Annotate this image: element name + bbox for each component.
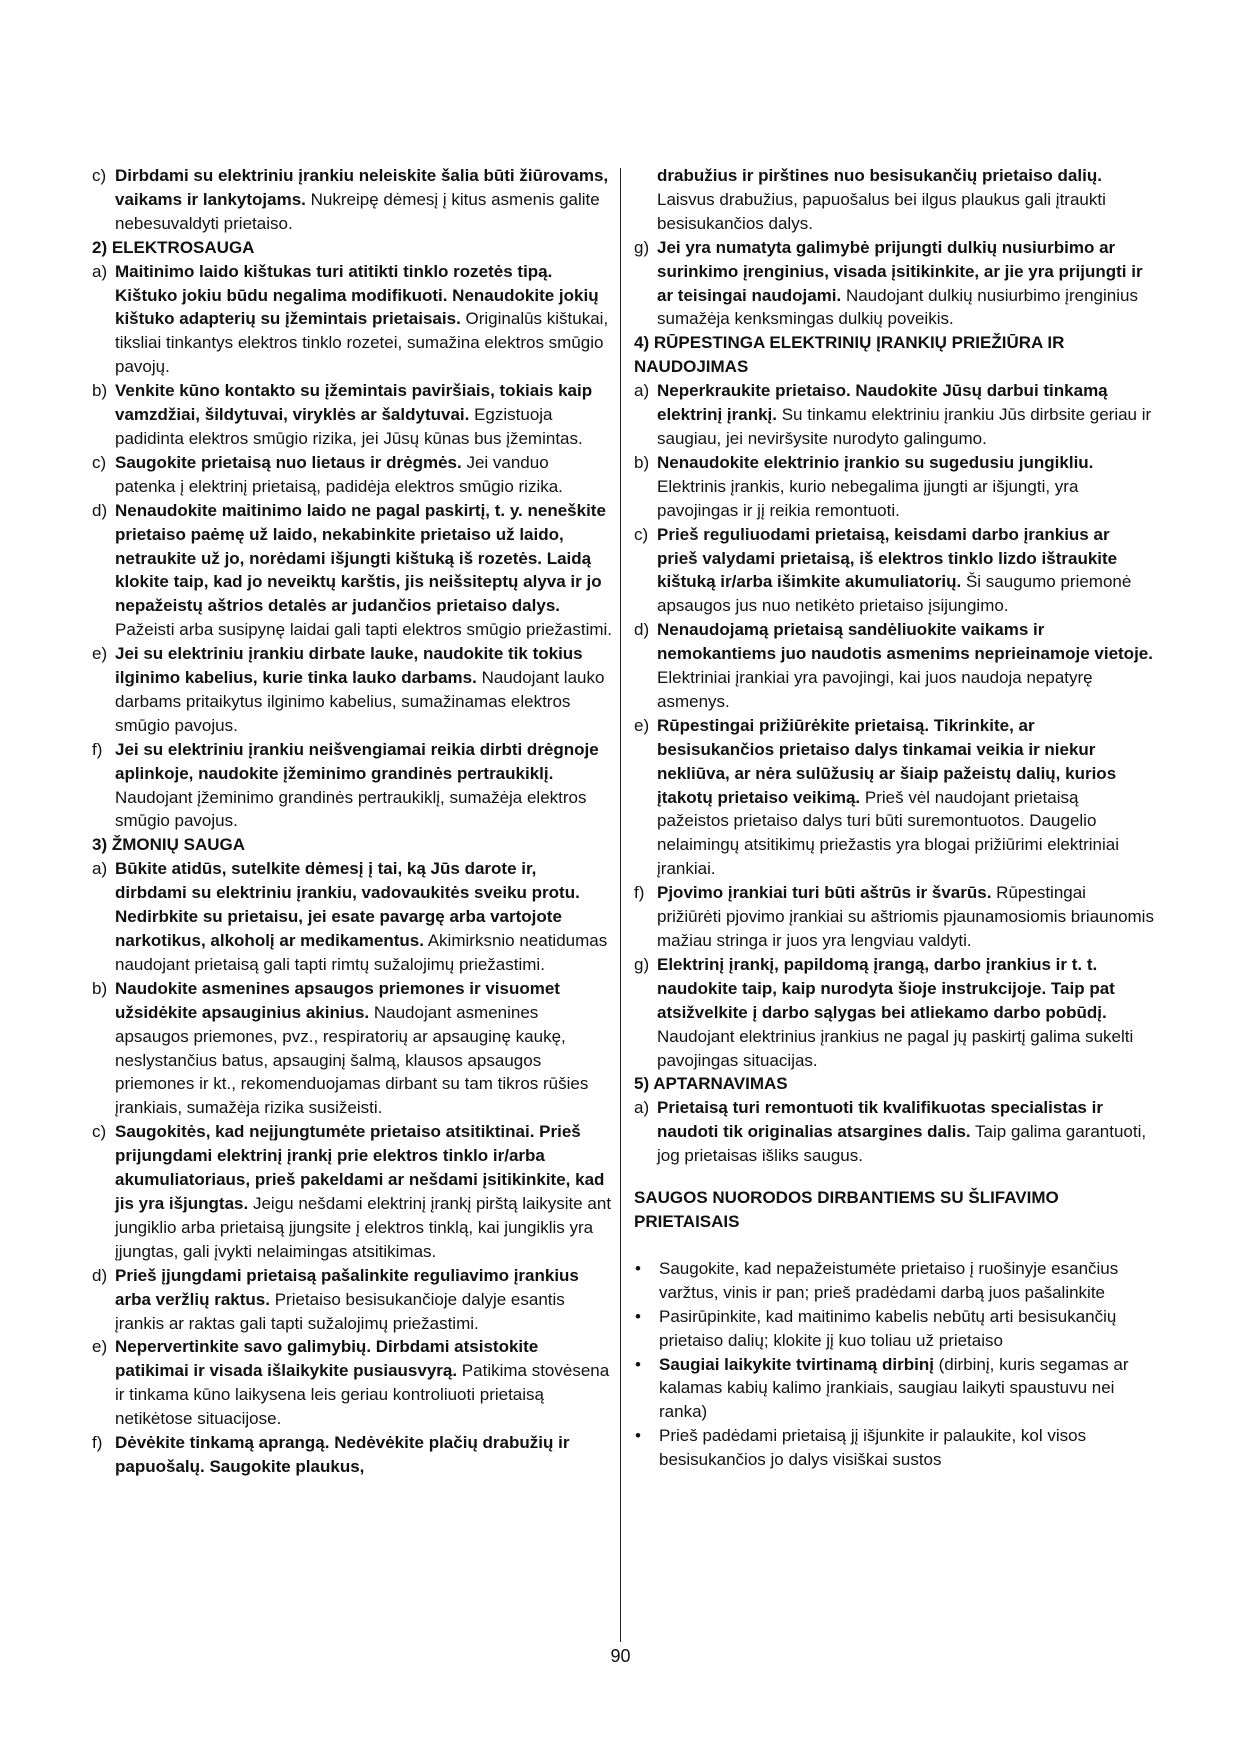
item-c-unintended-start: c) Saugokitės, kad neįjungtumėte prietaiso atsitiktinai. Prieš prijungdami elektrinį įrankį prie elektros tinklo ir/arba akumuliatoriaus, prieš pakeldami ar nešdami įsitikinkite, kad jis yra išjungtas. Jeigu nešdami elektrinį įrankį pirštą laikysite ant jungiklio arba prietaisą įjungsite į elektros tinklą, kai jungiklis yra įjungtas, gali įvykti nelaimingas atsitikimas. (92, 1122, 612, 1261)
section-heading-tool-care: 4) RŪPESTINGA ELEKTRINIŲ ĮRANKIŲ PRIEŽIŪRA IR NAUDOJIMAS (634, 333, 1065, 377)
section-heading-electrical-safety: 2) ELEKTROSAUGA (92, 237, 255, 257)
item-f-sharp-tools: f) Pjovimo įrankiai turi būti aštrūs ir švarūs. Rūpestingai prižiūrėti pjovimo įrankiai su aštriomis pjaunamosiomis briaunomis mažiau stringa ir juos yra lengviau valdyti. (634, 883, 1154, 950)
item-a-plug: a) Maitinimo laido kištukas turi atitikti tinklo rozetės tipą. Kištuko jokiu būdu negalima modifikuoti. Nenaudokite jokių kištuko adapterių su įžemintais prietaisais. Originalūs kištukai, tiksliai tinkantys elektros tinklo rozetei, sumažina elektros smūgio pavojų. (92, 261, 609, 377)
item-a-qualified-repair: a) Prietaisą turi remontuoti tik kvalifikuotas specialistas ir naudoti tik originalias atsargines dalis. Taip galima garantuoti, jog prietaisas išliks saugus. (634, 1098, 1147, 1166)
item-a-alert: a) Būkite atidūs, sutelkite dėmesį į tai, ką Jūs darote ir, dirbdami su elektriniu įrankiu, vadovaukitės sveiku protu. Nedirbkite su prietaisu, jei esate pavargę arba vartojote narkotikus, alkoholį ar medikamentus. Akimirksnio neatidumas naudojant prietaisą gali tapti rimtų sužalojimų priežastimi. (92, 859, 608, 974)
item-c-disconnect-before-adjusting: c) Prieš reguliuodami prietaisą, keisdami darbo įrankius ar prieš valydami prietaisą, iš elektros tinklo lizdo ištraukite kištuką ir/arba išimkite akumuliatorių. Ši saugumo priemonė apsaugos jus nuo netikėto prietaiso įsijungimo. (634, 524, 1132, 616)
item-e-footing: e) Nepervertinkite savo galimybių. Dirbdami atsistokite patikimai ir visada išlaikykite pusiausvyrą. Patikima stovėsena ir tinkama kūno laikysena leis geriau kontroliuoti prietaisą netikėtose situacijose. (92, 1337, 610, 1429)
bullet-item: • Saugokite, kad nepažeistumėte prietaiso į ruošinyje esančius varžtus, vinis ir pan; prieš pradėdami darbą juos pašalinkite (635, 1258, 1119, 1302)
item-b-faulty-switch: b) Nenaudokite elektrinio įrankio su sugedusiu jungikliu. Elektrinis įrankis, kurio nebegalima įjungti ar išjungti, yra pavojingas ir jį reikia remontuoti. (634, 452, 1094, 520)
right-column (634, 164, 1154, 1472)
page-number: 90 (610, 1646, 631, 1666)
column-divider (620, 168, 621, 1642)
bullet-icon: • (635, 1354, 641, 1374)
item-g-dust-extraction: g) Jei yra numatyta galimybė prijungti dulkių nusiurbimo ar surinkimo įrenginius, visada įsitikinkite, ar jie yra prijungti ir ar teisingai naudojami. Naudojant dulkių nusiurbimo įrenginius sumažėja kenksmingas dulkių poveikis. (634, 237, 1143, 329)
bullet-icon: • (635, 1258, 641, 1278)
section-heading-personal-safety: 3) ŽMONIŲ SAUGA (92, 835, 245, 855)
item-c-rain: c) Saugokite prietaisą nuo lietaus ir drėgmės. Jei vanduo patenka į elektrinį prietaisą, padidėja elektros smūgio rizika. (92, 452, 563, 496)
item-e-outdoor: e) Jei su elektriniu įrankiu dirbate lauke, naudokite tik tokius ilginimo kabelius, kurie tinka lauko darbams. Naudojant lauko darbams pritaikytus ilginimo kabelius, sumažinamas elektros smūgio pavojus. (92, 644, 605, 735)
item-f-clothing-continued: drabužius ir pirštines nuo besisukančių prietaiso dalių. Laisvus drabužius, papuošalus bei ilgus plaukus gali įtraukti besisukančios dalys. (657, 166, 1106, 233)
item-b-grounded-surfaces: b) Venkite kūno kontakto su įžemintais paviršiais, tokiais kaip vamzdžiai, šildytuvai, viryklės ar šaldytuvai. Egzistuoja padidinta elektros smūgio rizika, jei Jūsų kūnas bus įžemintas. (92, 381, 593, 448)
item-a-do-not-overload: a) Neperkraukite prietaiso. Naudokite Jūsų darbui tinkamą elektrinį įrankį. Su tinkamu elektriniu įrankiu Jūs dirbsite geriau ir saugiau, jei neviršysite nurodyto galingumo. (634, 381, 1152, 448)
grinding-safety-heading: SAUGOS NUORODOS DIRBANTIEMS SU ŠLIFAVIMO PRIETAISAIS (634, 1188, 1059, 1231)
item-d-adjusting-keys: d) Prieš įjungdami prietaisą pašalinkite reguliavimo įrankius arba veržlių raktus. Prietaiso besisukančioje dalyje esantis įrankis ar raktas gali tapti sužalojimų priežastimi. (92, 1265, 579, 1333)
bullet-icon: • (635, 1426, 641, 1446)
bullet-item: • Saugiai laikykite tvirtinamą dirbinį (dirbinį, kuris segamas ar kalamas kabių kalimo įrankiais, saugiau laikyti spaustuvu nei ranka) (635, 1354, 1129, 1422)
bullet-item: • Pasirūpinkite, kad maitinimo kabelis nebūtų arti besisukančių prietaiso dalių; klokite jį kuo toliau už prietaiso (635, 1306, 1117, 1350)
item-b-protective-gear: b) Naudokite asmenines apsaugos priemones ir visuomet užsidėkite apsauginius akinius. Naudojant asmenines apsaugos priemones, pvz., respiratorių ar apsauginę kaukę, neslystančius batus, apsauginį šalmą, klausos apsaugos priemones ir kt., rekomenduojamas dirbant su tam tikros rūšies įrankiais, sumažėja rizika susižeisti. (92, 978, 589, 1118)
bullet-item: • Prieš padėdami prietaisą jį išjunkite ir palaukite, kol visos besisukančios jo dalys visiškai sustos (635, 1426, 1087, 1470)
item-f-clothing: f) Dėvėkite tinkamą aprangą. Nedėvėkite plačių drabužių ir papuošalų. Saugokite plaukus, (92, 1433, 570, 1476)
left-column (92, 164, 612, 1479)
item-d-cord: d) Nenaudokite maitinimo laido ne pagal paskirtį, t. y. neneškite prietaiso paėmę už laido, nekabinkite prietaiso už laido, netraukite už jo, norėdami išjungti kištuką iš rozetės. Laidą klokite taip, kad jo neveiktų karštis, jis neišsiteptų alyva ir jo nepažeistų aštrios detalės ar judančios prietaiso dalys. Pažeisti arba susipynę laidai gali tapti elektros smūgio priežastimi. (92, 500, 613, 640)
item-d-storage: d) Nenaudojamą prietaisą sandėliuokite vaikams ir nemokantiems juo naudotis asmenims neprieinamoje vietoje. Elektriniai įrankiai yra pavojingi, kai juos naudoja nepatyrę asmenys. (634, 620, 1153, 711)
item-g-use-as-instructed: g) Elektrinį įrankį, papildomą įrangą, darbo įrankius ir t. t. naudokite taip, kaip nurodyta šioje instrukcijoje. Taip pat atsižvelkite į darbo sąlygas bei atliekamo darbo pobūdį. Naudojant elektrinius įrankius ne pagal jų paskirtį galima sukelti pavojingas situacijas. (634, 954, 1134, 1070)
bullet-icon: • (635, 1306, 641, 1326)
item-e-maintenance: e) Rūpestingai prižiūrėkite prietaisą. Tikrinkite, ar besisukančios prietaiso dalys tinkamai veikia ir niekur nekliūva, ar nėra sulūžusių ar šiaip pažeistų dalių, kurios įtakotų prietaiso veikimą. Prieš vėl naudojant prietaisą pažeistos prietaiso dalys turi būti suremontuotos. Daugelio nelaimingų atsitikimų priežastis yra blogai prižiūrimi elektriniai įrankiai. (634, 715, 1120, 879)
item-c-bystanders: c) Dirbdami su elektriniu įrankiu neleiskite šalia būti žiūrovams, vaikams ir lankytojams. Nukreipę dėmesį į kitus asmenis galite nebesuvaldyti prietaiso. (92, 166, 609, 233)
section-heading-service: 5) APTARNAVIMAS (634, 1074, 788, 1094)
item-f-rcd: f) Jei su elektriniu įrankiu neišvengiamai reikia dirbti drėgnoje aplinkoje, naudokite įžeminimo grandinės pertraukiklį. Naudojant įžeminimo grandinės pertraukiklį, sumažėja elektros smūgio pavojus. (92, 739, 599, 831)
